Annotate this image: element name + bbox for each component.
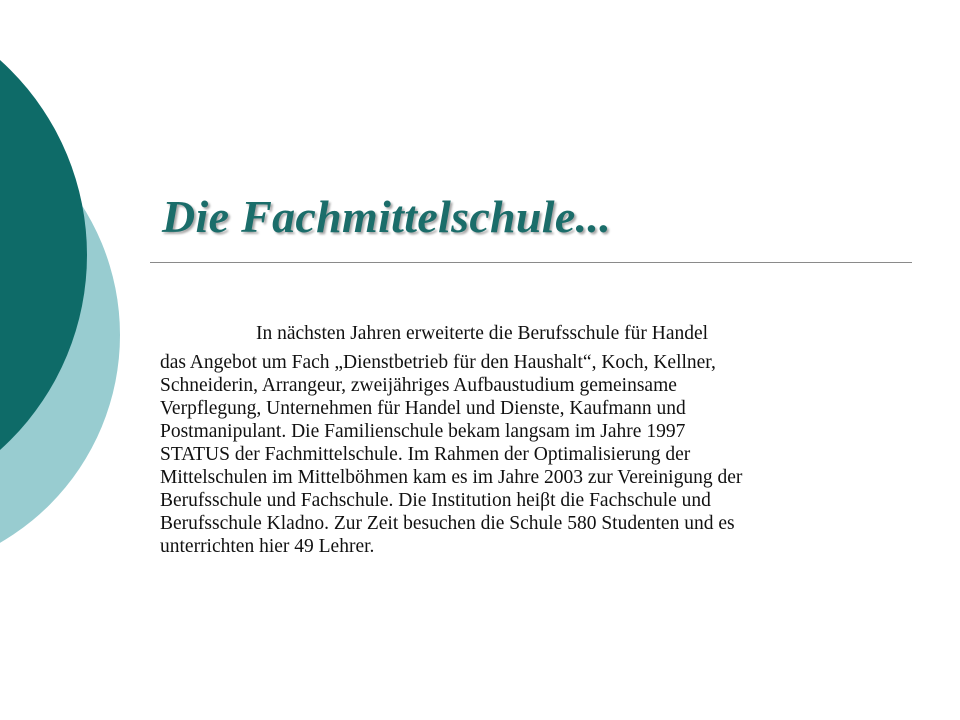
paragraph-line: unterrichten hier 49 Lehrer. xyxy=(160,536,375,557)
paragraph-first-line: In nächsten Jahren erweiterte die Berufsschule für Handel xyxy=(256,323,709,344)
paragraph-line: Berufsschule Kladno. Zur Zeit besuchen die Schule 580 Studenten und es xyxy=(160,513,735,534)
paragraph-line: Postmanipulant. Die Familienschule bekam langsam im Jahre 1997 xyxy=(160,421,686,442)
body-paragraph xyxy=(160,322,900,558)
paragraph-line: Verpflegung, Unternehmen für Handel und Dienste, Kaufmann und xyxy=(160,398,686,419)
paragraph-line: STATUS der Fachmittelschule. Im Rahmen der Optimalisierung der xyxy=(160,444,691,465)
paragraph-line: Schneiderin, Arrangeur, zweijähriges Aufbaustudium gemeinsame xyxy=(160,375,677,396)
paragraph-line: Mittelschulen im Mittelböhmen kam es im Jahre 2003 zur Vereinigung der xyxy=(160,467,743,488)
paragraph-line: Berufsschule und Fachschule. Die Institution heiβt die Fachschule und xyxy=(160,490,711,511)
title-underline xyxy=(150,262,912,263)
slide-title: Die Fachmittelschule... xyxy=(162,191,611,242)
paragraph-line: das Angebot um Fach „Dienstbetrieb für den Haushalt“, Koch, Kellner, xyxy=(160,352,716,373)
